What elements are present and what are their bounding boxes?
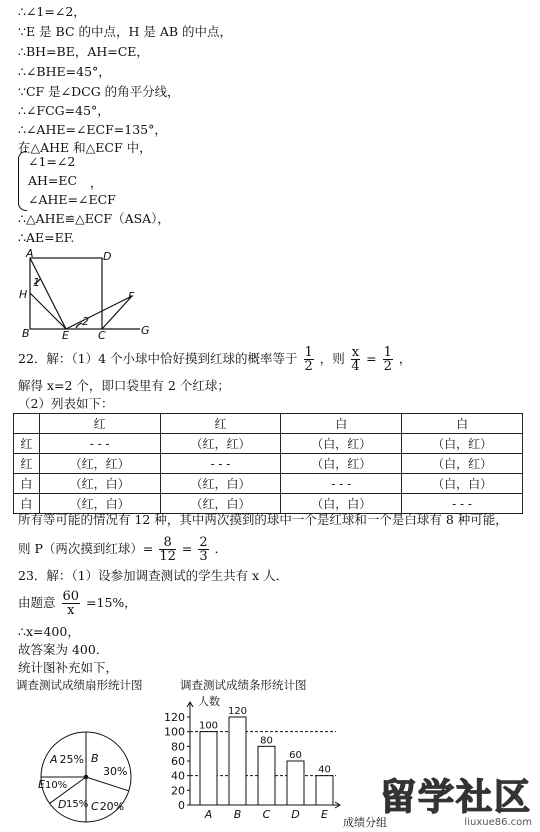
y-tick-label: 100 xyxy=(164,725,185,739)
brace-line: ∠1=∠2 xyxy=(28,154,76,169)
table-cell: （红，红） xyxy=(39,454,160,474)
bar-value-label: 120 xyxy=(227,706,248,717)
x-tick-label: D xyxy=(291,808,300,821)
table-row xyxy=(14,494,523,514)
table-cell: （白，白） xyxy=(281,494,402,514)
chart-title: 调查测试成绩条形统计图 xyxy=(180,678,307,692)
fraction xyxy=(62,590,81,617)
den: 4 xyxy=(351,359,360,374)
label-2: 2 xyxy=(82,315,89,328)
table-cell xyxy=(14,414,40,434)
q23-line1: 23．解：（1）设参加调查测试的学生共有 x 人． xyxy=(18,568,289,583)
bar-C xyxy=(258,746,275,805)
bar-value-label: 80 xyxy=(260,735,273,747)
bar-value-label: 100 xyxy=(198,720,219,732)
label-F: F xyxy=(128,290,135,303)
watermark-url: liuxue86.com xyxy=(464,817,532,828)
label-A: A xyxy=(26,248,34,260)
table-row xyxy=(14,474,523,494)
fraction xyxy=(198,536,208,563)
num: 2 xyxy=(199,535,208,550)
table-cell: （红，红） xyxy=(160,434,281,454)
proof-line: ∴∠FCG=45°， xyxy=(18,103,110,118)
q23-line3: ∴x=400， xyxy=(18,624,80,639)
geometry-figure xyxy=(14,248,159,340)
y-tick-label: 20 xyxy=(171,784,185,798)
pie-label-A xyxy=(49,753,84,766)
pct: 20% xyxy=(99,800,125,813)
label-D: D xyxy=(103,250,112,263)
x-tick-label: E xyxy=(321,808,328,821)
bar-D xyxy=(287,761,304,805)
table-cell: 红 xyxy=(14,434,40,454)
text: 22．解：（1）4 个小球中恰好摸到红球的概率等于 xyxy=(18,351,298,366)
table-cell: （白，红） xyxy=(281,454,402,474)
pie-chart xyxy=(8,676,168,826)
pie-center xyxy=(84,775,88,779)
num: 8 xyxy=(159,536,176,550)
text: ， xyxy=(398,351,412,366)
x-tick-label: B xyxy=(233,808,242,821)
text: ． xyxy=(214,541,228,556)
watermark-text: 留学社区 xyxy=(379,777,532,818)
proof-line: ∴△AHE≌△ECF（ASA）， xyxy=(18,211,170,226)
y-tick-label: 80 xyxy=(171,740,185,754)
bar-value-label: 60 xyxy=(289,750,302,761)
table-cell: 红 xyxy=(14,454,40,474)
table-cell: （白，红） xyxy=(402,434,523,454)
brace-line: AH=EC xyxy=(28,173,78,188)
den: 2 xyxy=(383,359,392,374)
table-cell: （红，白） xyxy=(39,494,160,514)
table-cell: - - - xyxy=(402,494,523,514)
y-axis-label: 人数 xyxy=(198,695,220,708)
x-axis-label: 成绩分组 xyxy=(343,816,387,829)
table-cell: 白 xyxy=(14,494,40,514)
table-cell: （红，白） xyxy=(160,494,281,514)
x-tick-label: C xyxy=(262,808,271,821)
pie-label-B xyxy=(91,752,99,765)
watermark-logo xyxy=(380,779,532,828)
letter: D xyxy=(58,798,67,811)
letter: B xyxy=(91,752,99,765)
q22-line2: 解得 x=2 个，即口袋里有 2 个红球； xyxy=(18,378,230,393)
y-tick-label: 40 xyxy=(171,769,185,783)
table-row xyxy=(14,414,523,434)
table-cell: （红，白） xyxy=(39,474,160,494)
text: =15%， xyxy=(86,595,137,610)
q23-line2 xyxy=(18,590,137,617)
system-brace xyxy=(18,151,27,211)
q22-line3: （2）列表如下： xyxy=(18,396,114,411)
pie-pct-D: 15% xyxy=(66,799,89,810)
pct: 25% xyxy=(59,753,84,766)
letter: E xyxy=(38,778,45,791)
y-tick-label: 60 xyxy=(171,755,185,768)
brace-comma: ， xyxy=(90,175,103,190)
x-tick-label: A xyxy=(204,808,213,821)
letter: C xyxy=(91,800,99,813)
q22-line5 xyxy=(18,536,227,563)
proof-line: ∴∠1=∠2， xyxy=(18,4,86,19)
pie-label-E xyxy=(38,778,67,791)
brace-line: ∠AHE=∠ECF xyxy=(28,192,116,207)
fraction xyxy=(159,536,176,563)
den: 3 xyxy=(199,549,208,564)
text: ，则 xyxy=(319,351,345,366)
label-1: 1 xyxy=(33,276,40,289)
text: 由题意 xyxy=(18,595,56,610)
table-cell: （红，白） xyxy=(160,474,281,494)
proof-line: ∵CF 是∠DCG 的角平分线， xyxy=(18,84,180,99)
table-cell: （白，红） xyxy=(281,434,402,454)
den: 2 xyxy=(304,359,313,374)
table-cell: - - - xyxy=(39,434,160,454)
pie-pct-B: 30% xyxy=(103,765,128,778)
pie-slice-C xyxy=(86,777,129,791)
proof-line: 在△AHE 和△ECF 中， xyxy=(18,140,152,155)
pie-title: 调查测试成绩扇形统计图 xyxy=(16,678,143,692)
label-H: H xyxy=(19,288,28,301)
table-cell: 白 xyxy=(281,414,402,434)
table-cell: - - - xyxy=(160,454,281,474)
den: 12 xyxy=(159,549,176,564)
table-row xyxy=(14,454,523,474)
num: 60 xyxy=(62,589,80,604)
fraction xyxy=(383,346,393,373)
table-cell: 白 xyxy=(402,414,523,434)
table-cell: （白，红） xyxy=(402,454,523,474)
num: 1 xyxy=(383,345,392,360)
y-tick-label: 120 xyxy=(164,711,185,724)
table-cell: （白，白） xyxy=(402,474,523,494)
pct: 10% xyxy=(44,780,68,791)
bar-chart xyxy=(160,676,410,830)
fraction xyxy=(351,346,360,373)
label-E: E xyxy=(62,329,69,340)
table-cell: 白 xyxy=(14,474,40,494)
proof-line: ∴BH=BE，AH=CE， xyxy=(18,44,149,59)
q23-line4: 故答案为 400． xyxy=(18,642,109,657)
text: 则 P（两次摸到红球）= xyxy=(18,541,154,556)
num: x xyxy=(351,345,360,360)
bar-B xyxy=(229,717,246,805)
bar-A xyxy=(200,732,217,805)
label-B: B xyxy=(22,327,30,340)
letter: A xyxy=(50,753,58,766)
table-cell: 红 xyxy=(160,414,281,434)
proof-line: ∴AE=EF. xyxy=(18,230,75,245)
table-row xyxy=(14,434,523,454)
label-G: G xyxy=(141,324,150,337)
bar-E xyxy=(316,776,333,805)
table-cell: 红 xyxy=(39,414,160,434)
table-cell: - - - xyxy=(281,474,402,494)
probability-table xyxy=(13,413,523,514)
bar-value-label: 40 xyxy=(318,764,331,776)
proof-line: ∵E 是 BC 的中点，H 是 AB 的中点， xyxy=(18,24,233,39)
fraction xyxy=(304,346,314,373)
proof-line: ∴∠BHE=45°， xyxy=(18,64,111,79)
text: = xyxy=(366,351,377,366)
y-tick-label: 0 xyxy=(178,799,185,812)
label-C: C xyxy=(98,329,106,340)
text: = xyxy=(181,541,193,556)
q22-line1 xyxy=(18,346,411,373)
num: 1 xyxy=(304,345,313,360)
proof-line: ∴∠AHE=∠ECF=135°， xyxy=(18,122,167,137)
q23-line5: 统计图补充如下， xyxy=(18,660,119,675)
pie-label-C xyxy=(91,800,124,813)
q22-line4: 所有等可能的情况有 12 种，其中两次摸到的球中一个是红球和一个是白球有 8 种可能， xyxy=(18,512,508,527)
den: x xyxy=(67,603,75,618)
